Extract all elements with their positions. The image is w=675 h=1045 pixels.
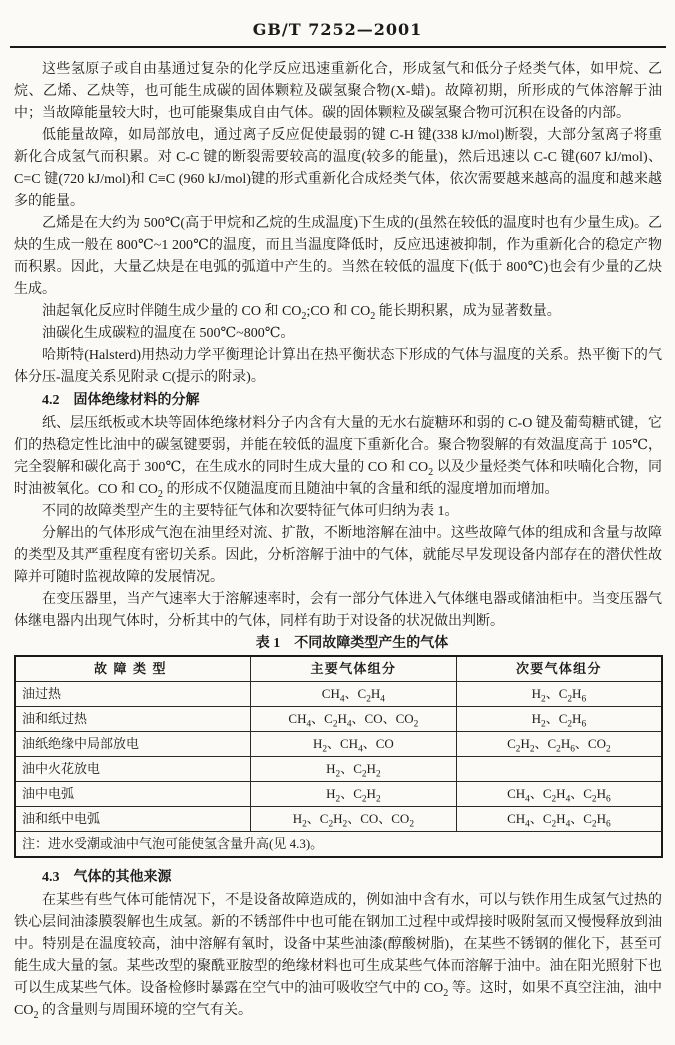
document-body [0, 48, 675, 1022]
paragraph-halsterd: 哈斯特(Halsterd)用热动力学平衡理论计算出在热平衡状态下形成的气体与温度的关系。热平衡下的气体分压-温度关系见附录 C(提示的附录)。 [14, 348, 662, 385]
table-header-row [15, 656, 662, 682]
table-row [15, 707, 662, 732]
cell-main-gas: $CH_4$、$C_2H_4$ [251, 682, 457, 707]
cell-main-gas: $H_2$、$CH_4$、CO [251, 732, 457, 757]
table-row [15, 732, 662, 757]
fault-gas-table [14, 655, 663, 858]
paragraph-solid-insulation: 纸、层压纸板或木块等固体绝缘材料分子内含有大量的无水右旋糖环和弱的 C-O 键及葡萄糖甙键，它们的热稳定性比油中的碳氢键要弱，并能在较低的温度下重新化合。聚合物裂解的有效温度高于 105℃，完全裂解和碳化高于 300℃，在生成水的同时生成大量的 CO 和 $CO_2$ 以及少量烃类气体和呋喃化合物，同时油被氧化。CO 和 $CO_2$ 的形成不仅随温度而且随油中氧的含量和纸的湿度增加而增加。 [14, 416, 663, 500]
paragraph-other-gas-sources: 在某些有些气体可能情况下，不是设备故障造成的，例如油中含有水，可以与铁作用生成氢气过热的铁心层间油漆膜裂解也生成氢。新的不锈部件中也可能在钢加工过程中或焊接时吸附氢而又慢慢释放到油中。特别是在温度较高，油中溶解有氧时，设备中某些油漆(醇酸树脂)，在某些不锈钢的催化下，甚至可能生成大量的氢。某些改型的聚酰亚胺型的绝缘材料也可生成某些气体而溶解于油中。油在阳光照射下也可以生成某些气体。设备检修时暴露在空气中的油可吸收空气中的 $CO_2$ 等。这时，如果不真空注油，油中 $CO_2$ 的含量则与周围环境的空气有关。 [14, 893, 662, 1021]
section-heading-4-3: 4.3 气体的其他来源 [42, 870, 172, 885]
column-header-fault-type: 故障类型 [15, 656, 251, 682]
cell-secondary-gas: $H_2$、$C_2H_6$ [456, 682, 662, 707]
table-row [15, 807, 662, 832]
cell-main-gas: $H_2$、$C_2H_2$ [251, 782, 457, 807]
cell-fault-type: 油中电弧 [15, 782, 251, 807]
table-note-row [15, 832, 662, 858]
cell-fault-type: 油纸绝缘中局部放电 [15, 732, 251, 757]
cell-fault-type: 油和纸过热 [15, 707, 251, 732]
paragraph-table-reference: 不同的故障类型产生的主要特征气体和次要特征气体可归纳为表 1。 [42, 504, 459, 519]
cell-fault-type: 油和纸中电弧 [15, 807, 251, 832]
paragraph-low-energy-fault: 低能量故障，如局部放电，通过离子反应促使最弱的键 C-H 键(338 kJ/mol)断裂，大部分氢离子将重新化合成氢气而积累。对 C-C 键的断裂需要较高的温度(较多的能量)，然后迅速以 C-C 键(607 kJ/mol)、C=C 键(720 kJ/mol)和 C≡C (960 kJ/mol)键的形式重新化合成烃类气体，依次需要越来越高的温度和越来越多的能量。 [14, 128, 662, 209]
cell-main-gas: $H_2$、$C_2H_2$、CO、$CO_2$ [251, 807, 457, 832]
paragraph-recombination: 这些氢原子或自由基通过复杂的化学反应迅速重新化合，形成氢气和低分子烃类气体，如甲烷、乙烷、乙烯、乙炔等，也可能生成碳的固体颗粒及碳氢聚合物(X-蜡)。故障初期，所形成的气体溶解于油中；当故障能量较大时，也可能聚集成自由气体。碳的固体颗粒及碳氢聚合物可沉积在设备的内部。 [14, 62, 662, 121]
cell-secondary-gas: $CH_4$、$C_2H_4$、$C_2H_6$ [456, 782, 662, 807]
cell-fault-type: 油过热 [15, 682, 251, 707]
column-header-secondary-gas: 次要气体组分 [456, 656, 662, 682]
column-header-main-gas: 主要气体组分 [251, 656, 457, 682]
paragraph-carbonization: 油碳化生成碳粒的温度在 500℃~800℃。 [42, 326, 295, 341]
table-title: 表 1 不同故障类型产生的气体 [255, 636, 449, 651]
cell-secondary-gas [456, 757, 662, 782]
cell-main-gas: $CH_4$、$C_2H_4$、CO、$CO_2$ [251, 707, 457, 732]
cell-secondary-gas: $H_2$、$C_2H_6$ [456, 707, 662, 732]
cell-fault-type: 油中火花放电 [15, 757, 251, 782]
table-row [15, 757, 662, 782]
standard-number-header: GB/T 7252—2001 [252, 20, 423, 39]
paragraph-ethylene-acetylene: 乙烯是在大约为 500℃(高于甲烷和乙烷的生成温度)下生成的(虽然在较低的温度时也有少量生成)。乙炔的生成一般在 800℃~1 200℃的温度，而且当温度降低时，反应迅速被抑制，作为重新化合的稳定产物而积累。因此，大量乙炔是在电弧的弧道中产生的。当然在较低的温度下(低于 800℃)也会有少量的乙炔生成。 [14, 216, 662, 297]
cell-main-gas: $H_2$、$C_2H_2$ [251, 757, 457, 782]
paragraph-oxidation: 油起氧化反应时伴随生成少量的 CO 和 $CO_2;CO$ 和 $CO_2$ 能长期积累，成为显著数量。 [42, 304, 561, 322]
section-heading-4-2: 4.2 固体绝缘材料的分解 [42, 393, 200, 408]
table-note: 注：进水受潮或油中气泡可能使氢含量升高(见 4.3)。 [15, 832, 662, 858]
paragraph-dissolved-gas: 分解出的气体形成气泡在油里经对流、扩散，不断地溶解在油中。这些故障气体的组成和含量与故障的类型及其严重程度有密切关系。因此，分析溶解于油中的气体，就能尽早发现设备内部存在的潜伏性故障并可随时监视故障的发展情况。 [14, 526, 662, 585]
table-row [15, 782, 662, 807]
table-row [15, 682, 662, 707]
cell-secondary-gas: $C_2H_2$、$C_2H_6$、$CO_2$ [456, 732, 662, 757]
cell-secondary-gas: $CH_4$、$C_2H_4$、$C_2H_6$ [456, 807, 662, 832]
paragraph-gas-relay: 在变压器里，当产气速率大于溶解速率时，会有一部分气体进入气体继电器或储油柜中。当变压器气体继电器内出现气体时，分析其中的气体，同样有助于对设备的状况做出判断。 [14, 592, 662, 629]
